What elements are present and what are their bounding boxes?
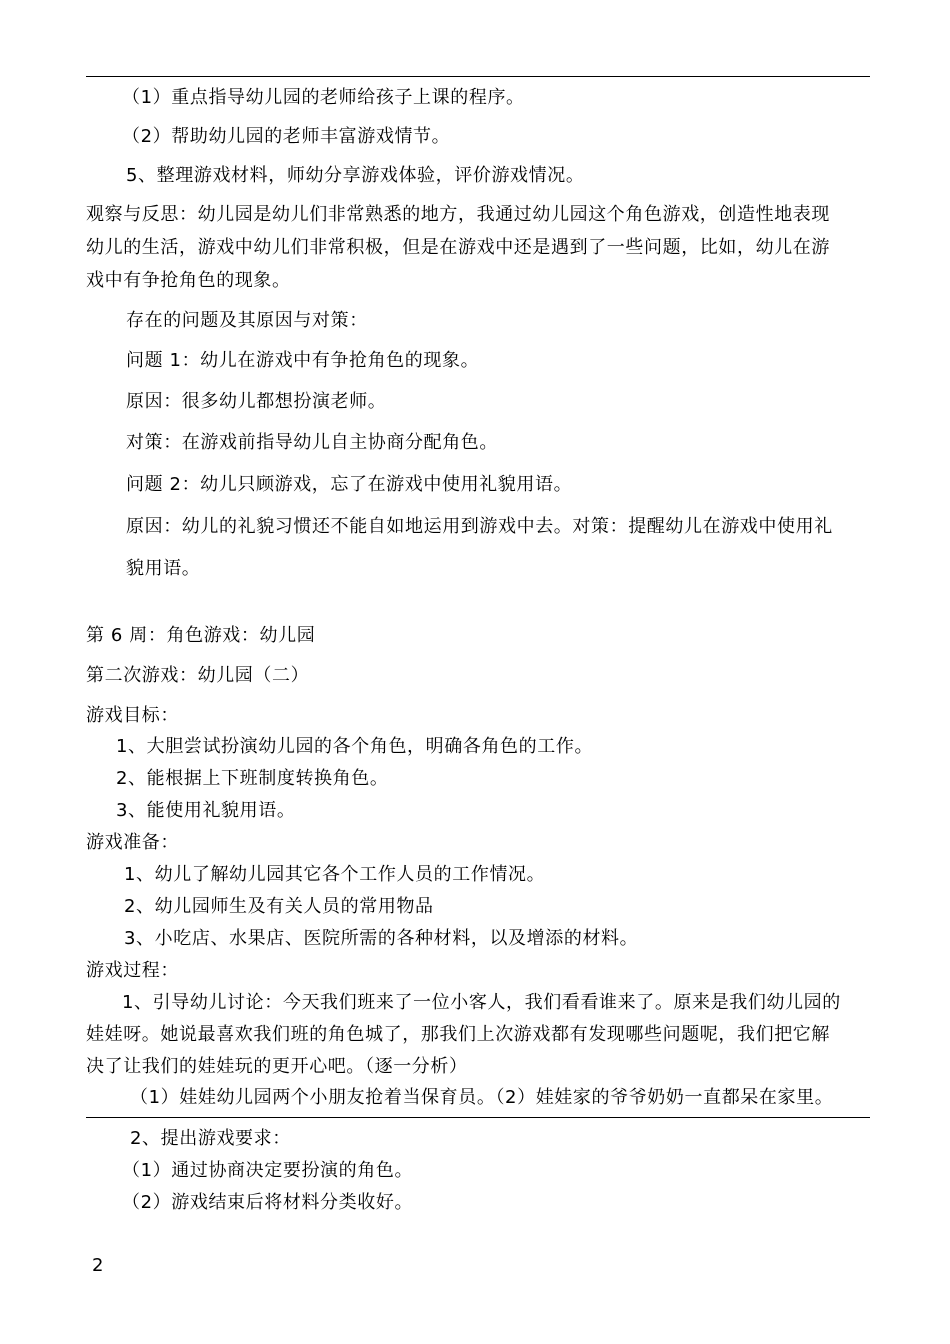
text-line: （2）游戏结束后将材料分类收好。 (122, 1192, 414, 1213)
text-line: 对策：在游戏前指导幼儿自主协商分配角色。 (126, 432, 498, 453)
text-line: 3、能使用礼貌用语。 (116, 800, 296, 821)
text-line: 戏中有争抢角色的现象。 (86, 270, 291, 291)
text-line: 1、引导幼儿讨论：今天我们班来了一位小客人，我们看看谁来了。原来是我们幼儿园的 (122, 992, 841, 1013)
text-line: （2）帮助幼儿园的老师丰富游戏情节。 (122, 126, 451, 147)
text-line: （1）娃娃幼儿园两个小朋友抢着当保育员。（2）娃娃家的爷爷奶奶一直都呆在家里。 (130, 1087, 834, 1108)
text-line: 3、小吃店、水果店、医院所需的各种材料，以及增添的材料。 (124, 928, 639, 949)
text-line: 1、幼儿了解幼儿园其它各个工作人员的工作情况。 (124, 864, 546, 885)
text-line: 貌用语。 (126, 558, 201, 579)
text-line: （1）通过协商决定要扮演的角色。 (122, 1160, 414, 1181)
text-line: 问题 2：幼儿只顾游戏，忘了在游戏中使用礼貌用语。 (126, 474, 573, 495)
text-line: 5、整理游戏材料，师幼分享游戏体验，评价游戏情况。 (126, 165, 585, 186)
text-line: 1、大胆尝试扮演幼儿园的各个角色，明确各角色的工作。 (116, 736, 594, 757)
text-line: 2、能根据上下班制度转换角色。 (116, 768, 389, 789)
text-line: 游戏准备： (86, 832, 179, 853)
text-line: （1）重点指导幼儿园的老师给孩子上课的程序。 (122, 87, 525, 108)
section-heading: 第二次游戏：幼儿园（二） (86, 665, 310, 686)
page-number: 2 (92, 1255, 104, 1276)
bottom-rule (86, 1117, 870, 1118)
top-rule (86, 76, 870, 77)
section-heading: 第 6 周：角色游戏：幼儿园 (86, 625, 316, 646)
text-line: 2、提出游戏要求： (130, 1128, 291, 1149)
text-line: 存在的问题及其原因与对策： (126, 310, 368, 331)
text-line: 游戏目标： (86, 705, 179, 726)
text-line: 原因：幼儿的礼貌习惯还不能自如地运用到游戏中去。对策：提醒幼儿在游戏中使用礼 (126, 516, 833, 537)
text-line: 观察与反思：幼儿园是幼儿们非常熟悉的地方，我通过幼儿园这个角色游戏，创造性地表现 (86, 204, 830, 225)
text-line: 幼儿的生活，游戏中幼儿们非常积极，但是在游戏中还是遇到了一些问题，比如，幼儿在游 (86, 237, 830, 258)
text-line: 娃娃呀。她说最喜欢我们班的角色城了，那我们上次游戏都有发现哪些问题呢，我们把它解 (86, 1024, 830, 1045)
text-line: 问题 1：幼儿在游戏中有争抢角色的现象。 (126, 350, 480, 371)
text-line: 游戏过程： (86, 960, 179, 981)
text-line: 决了让我们的娃娃玩的更开心吧。（逐一分析） (86, 1056, 468, 1077)
text-line: 2、幼儿园师生及有关人员的常用物品 (124, 896, 434, 917)
text-line: 原因：很多幼儿都想扮演老师。 (126, 391, 387, 412)
